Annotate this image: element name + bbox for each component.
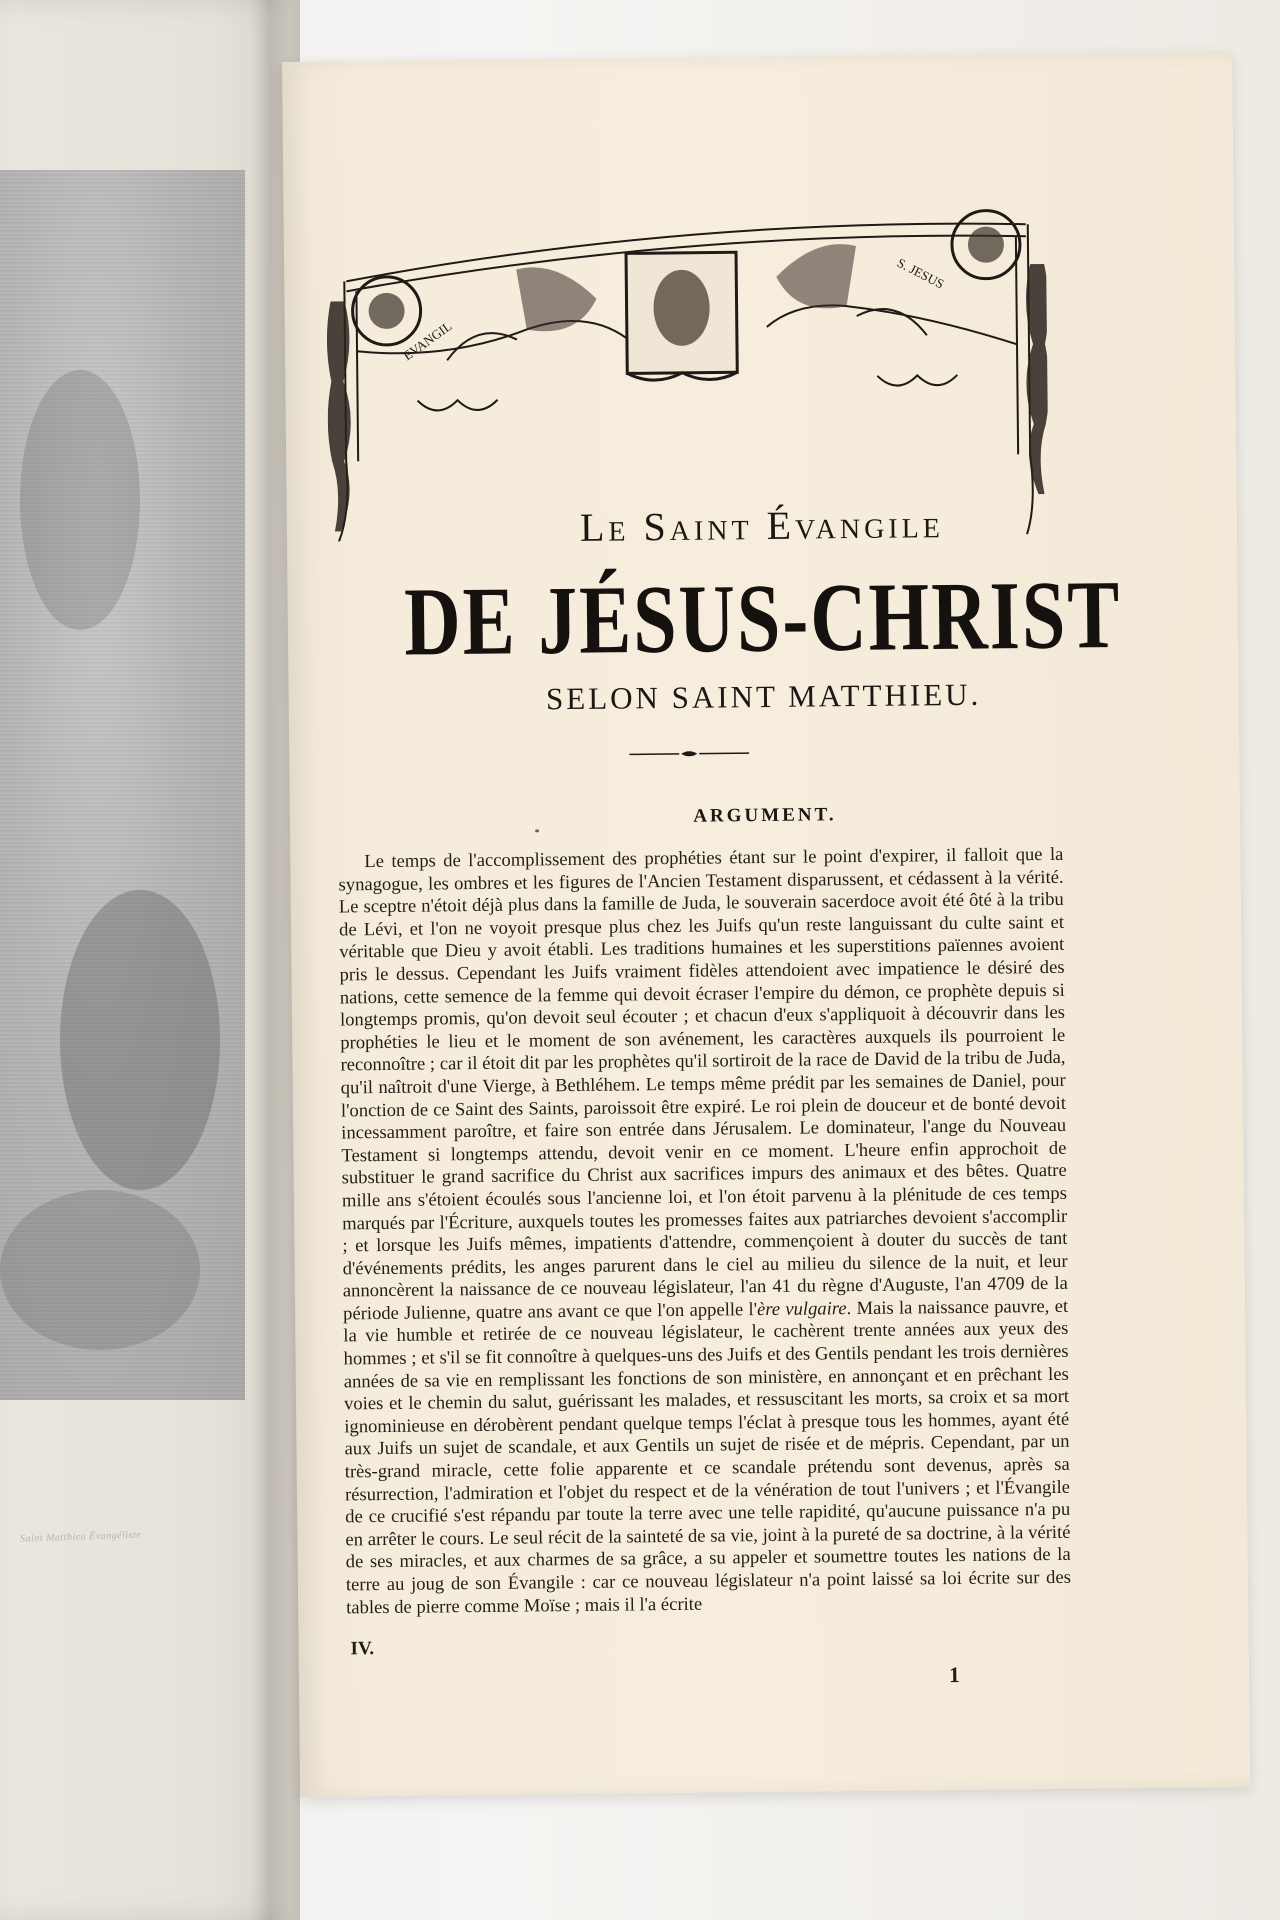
argument-text-part-2: . Mais la naissance pauvre, et la vie humble et retirée de ce nouveau législateur, le cachèrent trente années aux yeux des hommes ; et s'il se fit connoître à quelques-uns des Juifs et des Gentils pendant les trois dernières années de sa vie en remplissant les fonctions de son ministère, en annonçant et en prêchant les voies et le chemin du salut, guérissant les malades, et ressuscitant les morts, sa croix et sa mort ignominieuse en dérobèrent pendant quelque temps l'éclat à presque tous les hommes, ayant été aux Juifs un sujet de scandale, et aux Gentils un sujet de risée et de mépris. Cependant, par un très-grand miracle, cette folie apparente et ce scandale prétendu sont devenus, après sa résurrection, l'admiration et l'objet du respect et de la vénération de tout l'univers ; et l'Évangile de ce crucifié s'est répandu par toute la terre avec une telle rapidité, qu'aucune puissance n'a pu en arrêter le cours. Le seul récit de la sainteté de sa vie, joint à la pureté de sa doctrine, à la vérité de ses miracles, et aux charmes de sa grâce, a su appeler et soumettre toutes les nations de la terre au joug de son Évangile : car ce nouveau législateur n'a point laissé sa loi écrite sur des tables de pierre comme Moïse ; mais il l'a écrite [343,1295,1072,1619]
plate-figure [20,370,140,630]
right-angel [776,244,857,309]
engraved-plate [0,170,245,1400]
argument-heading: ARGUMENT. [693,804,837,827]
signature-mark: IV. [350,1638,375,1660]
ornament-left-label: EVANGIL [400,318,455,364]
argument-text-part-1: Le temps de l'accomplissement des prophéties étant sur le point d'expirer, il falloit que la synagogue, les ombres et les figures de l'Ancien Testament disparussent, et cédassent à la vérité. Le sceptre n'étoit déjà plus dans la famille de Juda, le souverain sacerdoce avoit été ôté à la tribu de Lévi, et l'on ne voyoit presque plus chez les Juifs qu'un reste languissant du culte saint et véritable que Dieu y avoit établi. Les traditions humaines et les superstitions païennes avoient pris le dessus. Cependant les Juifs vraiment fidèles attendoient avec impatience le désiré des nations, cette semence de la femme qui devoit écraser l'empire du démon, ce prophète depuis si longtemps promis, qu'on devoit seul écouter ; et chacun d'eux s'appliquoit à découvrir dans les prophéties le lieu et le moment de son avénement, les caractères auxquels ils pourroient le reconnoître ; car il étoit dit par les prophètes qu'il sortiroit de la race de David de la tribu de Juda, qu'il naîtroit d'une Vierge, à Bethléhem. Le temps même prédit par les semaines de Daniel, pour l'onction de ce Saint des Saints, paroissoit être expiré. Le roi plein de douceur et de bonté devoit incessamment paroître, et faire son entrée dans Jérusalem. Le dominateur, l'ange du Nouveau Testament si longtemps attendu, devoit venir en ce moment. L'heure enfin approchoit de substituer le grand sacrifice du Christ aux sacrifices impurs des animaux et des bêtes. Quatre mille ans s'étoient écoulés sous l'ancienne loi, et l'on étoit parvenu à la plénitude de ces temps marqués par l'Écriture, auxquels toutes les promesses faites aux patriarches devoient s'accomplir ; et lorsque les Juifs mêmes, impatients d'attendre, commençoient à douter du succès de tant d'événements prédits, les anges parurent dans le ciel au milieu du silence de la nuit, et leur annoncèrent la naissance de ce nouveau législateur, l'an 41 du règne d'Auguste, l'an 4709 de la période Julienne, quatre ans avant ce que l'on appelle l' [338,843,1068,1325]
title-line-2: DE JÉSUS-CHRIST [403,559,1122,676]
ornament-right-label: S. JESUS [894,254,947,292]
argument-body [338,844,1071,1637]
plate-figure [60,890,220,1190]
page-number: 1 [948,1661,961,1688]
plate-figure [0,1190,200,1350]
title-rule [629,750,749,757]
right-page [282,52,1250,1797]
argument-italic: ère vulgaire [756,1298,847,1320]
plate-caption: Saint Matthieu Évangéliste [19,1529,142,1545]
title-line-3: SELON SAINT MATTHIEU. [545,676,982,717]
title-line-1: Le Saint Évangile [579,501,945,550]
ink-speck [535,829,539,832]
